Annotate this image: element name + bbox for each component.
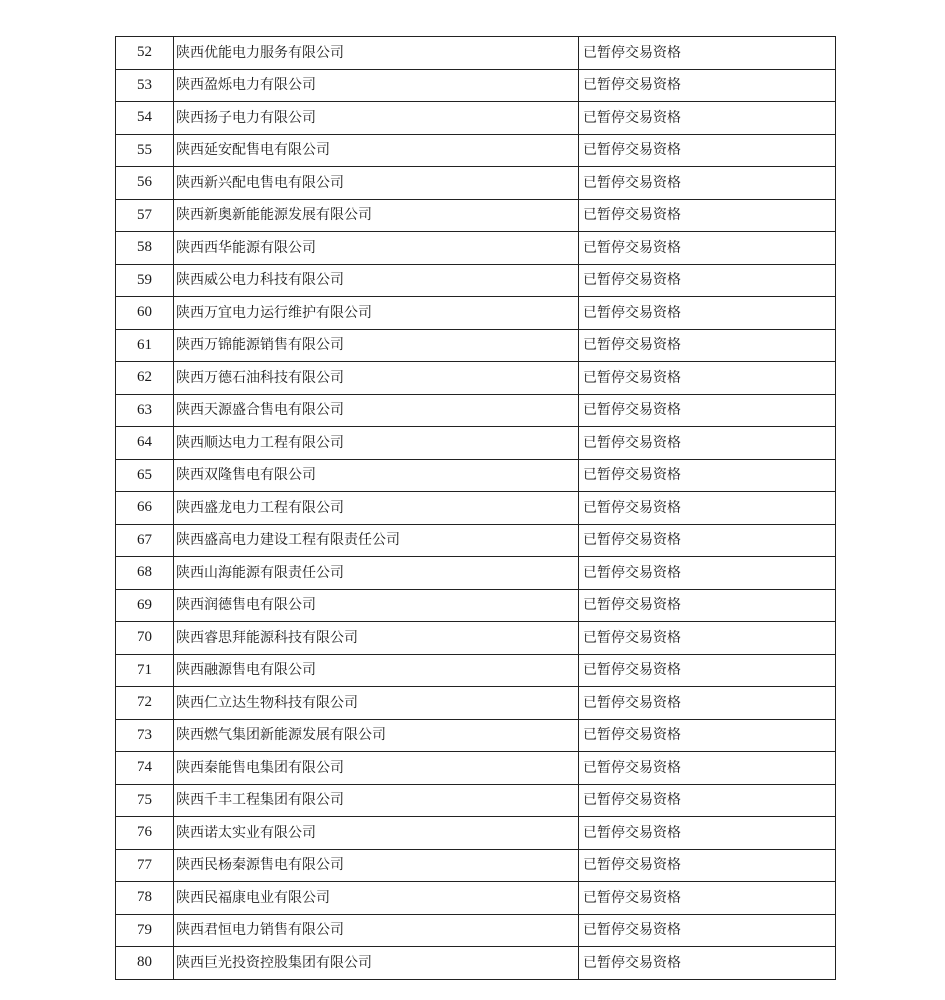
row-number-cell: 79 — [116, 914, 174, 947]
company-name-cell: 陕西双隆售电有限公司 — [174, 459, 579, 492]
status-cell: 已暂停交易资格 — [579, 589, 836, 622]
status-cell: 已暂停交易资格 — [579, 329, 836, 362]
table-row — [116, 492, 836, 525]
row-number-cell: 69 — [116, 589, 174, 622]
status-cell: 已暂停交易资格 — [579, 914, 836, 947]
row-number-cell: 57 — [116, 199, 174, 232]
company-name-cell: 陕西民杨秦源售电有限公司 — [174, 849, 579, 882]
status-cell: 已暂停交易资格 — [579, 784, 836, 817]
row-number-cell: 55 — [116, 134, 174, 167]
status-cell: 已暂停交易资格 — [579, 817, 836, 850]
company-name-cell: 陕西融源售电有限公司 — [174, 654, 579, 687]
row-number-cell: 61 — [116, 329, 174, 362]
table-row — [116, 232, 836, 265]
status-cell: 已暂停交易资格 — [579, 557, 836, 590]
company-status-table — [115, 36, 836, 980]
row-number-cell: 66 — [116, 492, 174, 525]
company-name-cell: 陕西顺达电力工程有限公司 — [174, 427, 579, 460]
status-cell: 已暂停交易资格 — [579, 102, 836, 135]
company-name-cell: 陕西扬子电力有限公司 — [174, 102, 579, 135]
row-number-cell: 58 — [116, 232, 174, 265]
company-name-cell: 陕西燃气集团新能源发展有限公司 — [174, 719, 579, 752]
row-number-cell: 73 — [116, 719, 174, 752]
row-number-cell: 52 — [116, 37, 174, 70]
row-number-cell: 78 — [116, 882, 174, 915]
company-name-cell: 陕西延安配售电有限公司 — [174, 134, 579, 167]
table-row — [116, 817, 836, 850]
status-cell: 已暂停交易资格 — [579, 134, 836, 167]
status-cell: 已暂停交易资格 — [579, 167, 836, 200]
company-name-cell: 陕西盈烁电力有限公司 — [174, 69, 579, 102]
row-number-cell: 74 — [116, 752, 174, 785]
company-name-cell: 陕西盛高电力建设工程有限责任公司 — [174, 524, 579, 557]
company-name-cell: 陕西巨光投资控股集团有限公司 — [174, 947, 579, 980]
status-cell: 已暂停交易资格 — [579, 427, 836, 460]
status-cell: 已暂停交易资格 — [579, 622, 836, 655]
row-number-cell: 60 — [116, 297, 174, 330]
table-row — [116, 654, 836, 687]
company-name-cell: 陕西西华能源有限公司 — [174, 232, 579, 265]
table-row — [116, 849, 836, 882]
status-cell: 已暂停交易资格 — [579, 362, 836, 395]
status-cell: 已暂停交易资格 — [579, 37, 836, 70]
company-name-cell: 陕西仁立达生物科技有限公司 — [174, 687, 579, 720]
company-name-cell: 陕西润德售电有限公司 — [174, 589, 579, 622]
company-name-cell: 陕西天源盛合售电有限公司 — [174, 394, 579, 427]
company-name-cell: 陕西君恒电力销售有限公司 — [174, 914, 579, 947]
table-row — [116, 362, 836, 395]
status-cell: 已暂停交易资格 — [579, 849, 836, 882]
status-cell: 已暂停交易资格 — [579, 232, 836, 265]
company-name-cell: 陕西万德石油科技有限公司 — [174, 362, 579, 395]
table-row — [116, 752, 836, 785]
table-row — [116, 134, 836, 167]
table-row — [116, 297, 836, 330]
table-row — [116, 557, 836, 590]
table-row — [116, 589, 836, 622]
row-number-cell: 64 — [116, 427, 174, 460]
company-name-cell: 陕西山海能源有限责任公司 — [174, 557, 579, 590]
table-row — [116, 459, 836, 492]
table-row — [116, 167, 836, 200]
status-cell: 已暂停交易资格 — [579, 752, 836, 785]
row-number-cell: 53 — [116, 69, 174, 102]
status-cell: 已暂停交易资格 — [579, 297, 836, 330]
table-row — [116, 784, 836, 817]
company-name-cell: 陕西新奥新能能源发展有限公司 — [174, 199, 579, 232]
row-number-cell: 54 — [116, 102, 174, 135]
table-row — [116, 37, 836, 70]
company-name-cell: 陕西威公电力科技有限公司 — [174, 264, 579, 297]
row-number-cell: 59 — [116, 264, 174, 297]
company-name-cell: 陕西千丰工程集团有限公司 — [174, 784, 579, 817]
status-cell: 已暂停交易资格 — [579, 492, 836, 525]
company-name-cell: 陕西万宜电力运行维护有限公司 — [174, 297, 579, 330]
company-name-cell: 陕西秦能售电集团有限公司 — [174, 752, 579, 785]
table-body — [116, 37, 836, 980]
table-row — [116, 264, 836, 297]
company-name-cell: 陕西民福康电业有限公司 — [174, 882, 579, 915]
row-number-cell: 80 — [116, 947, 174, 980]
company-name-cell: 陕西诺太实业有限公司 — [174, 817, 579, 850]
table-row — [116, 622, 836, 655]
status-cell: 已暂停交易资格 — [579, 264, 836, 297]
row-number-cell: 67 — [116, 524, 174, 557]
status-cell: 已暂停交易资格 — [579, 654, 836, 687]
row-number-cell: 68 — [116, 557, 174, 590]
status-cell: 已暂停交易资格 — [579, 882, 836, 915]
status-cell: 已暂停交易资格 — [579, 524, 836, 557]
company-name-cell: 陕西新兴配电售电有限公司 — [174, 167, 579, 200]
table-row — [116, 524, 836, 557]
table-row — [116, 329, 836, 362]
row-number-cell: 56 — [116, 167, 174, 200]
table-row — [116, 427, 836, 460]
status-cell: 已暂停交易资格 — [579, 199, 836, 232]
company-name-cell: 陕西万锦能源销售有限公司 — [174, 329, 579, 362]
table-row — [116, 882, 836, 915]
row-number-cell: 75 — [116, 784, 174, 817]
row-number-cell: 62 — [116, 362, 174, 395]
status-cell: 已暂停交易资格 — [579, 394, 836, 427]
row-number-cell: 71 — [116, 654, 174, 687]
table-row — [116, 394, 836, 427]
company-name-cell: 陕西盛龙电力工程有限公司 — [174, 492, 579, 525]
status-cell: 已暂停交易资格 — [579, 947, 836, 980]
row-number-cell: 63 — [116, 394, 174, 427]
table-row — [116, 199, 836, 232]
table-row — [116, 102, 836, 135]
status-cell: 已暂停交易资格 — [579, 719, 836, 752]
row-number-cell: 72 — [116, 687, 174, 720]
row-number-cell: 65 — [116, 459, 174, 492]
table-row — [116, 719, 836, 752]
status-cell: 已暂停交易资格 — [579, 687, 836, 720]
status-cell: 已暂停交易资格 — [579, 69, 836, 102]
table-row — [116, 69, 836, 102]
status-cell: 已暂停交易资格 — [579, 459, 836, 492]
row-number-cell: 70 — [116, 622, 174, 655]
row-number-cell: 77 — [116, 849, 174, 882]
table-row — [116, 914, 836, 947]
table-row — [116, 947, 836, 980]
row-number-cell: 76 — [116, 817, 174, 850]
table-row — [116, 687, 836, 720]
company-name-cell: 陕西优能电力服务有限公司 — [174, 37, 579, 70]
company-name-cell: 陕西睿思拜能源科技有限公司 — [174, 622, 579, 655]
